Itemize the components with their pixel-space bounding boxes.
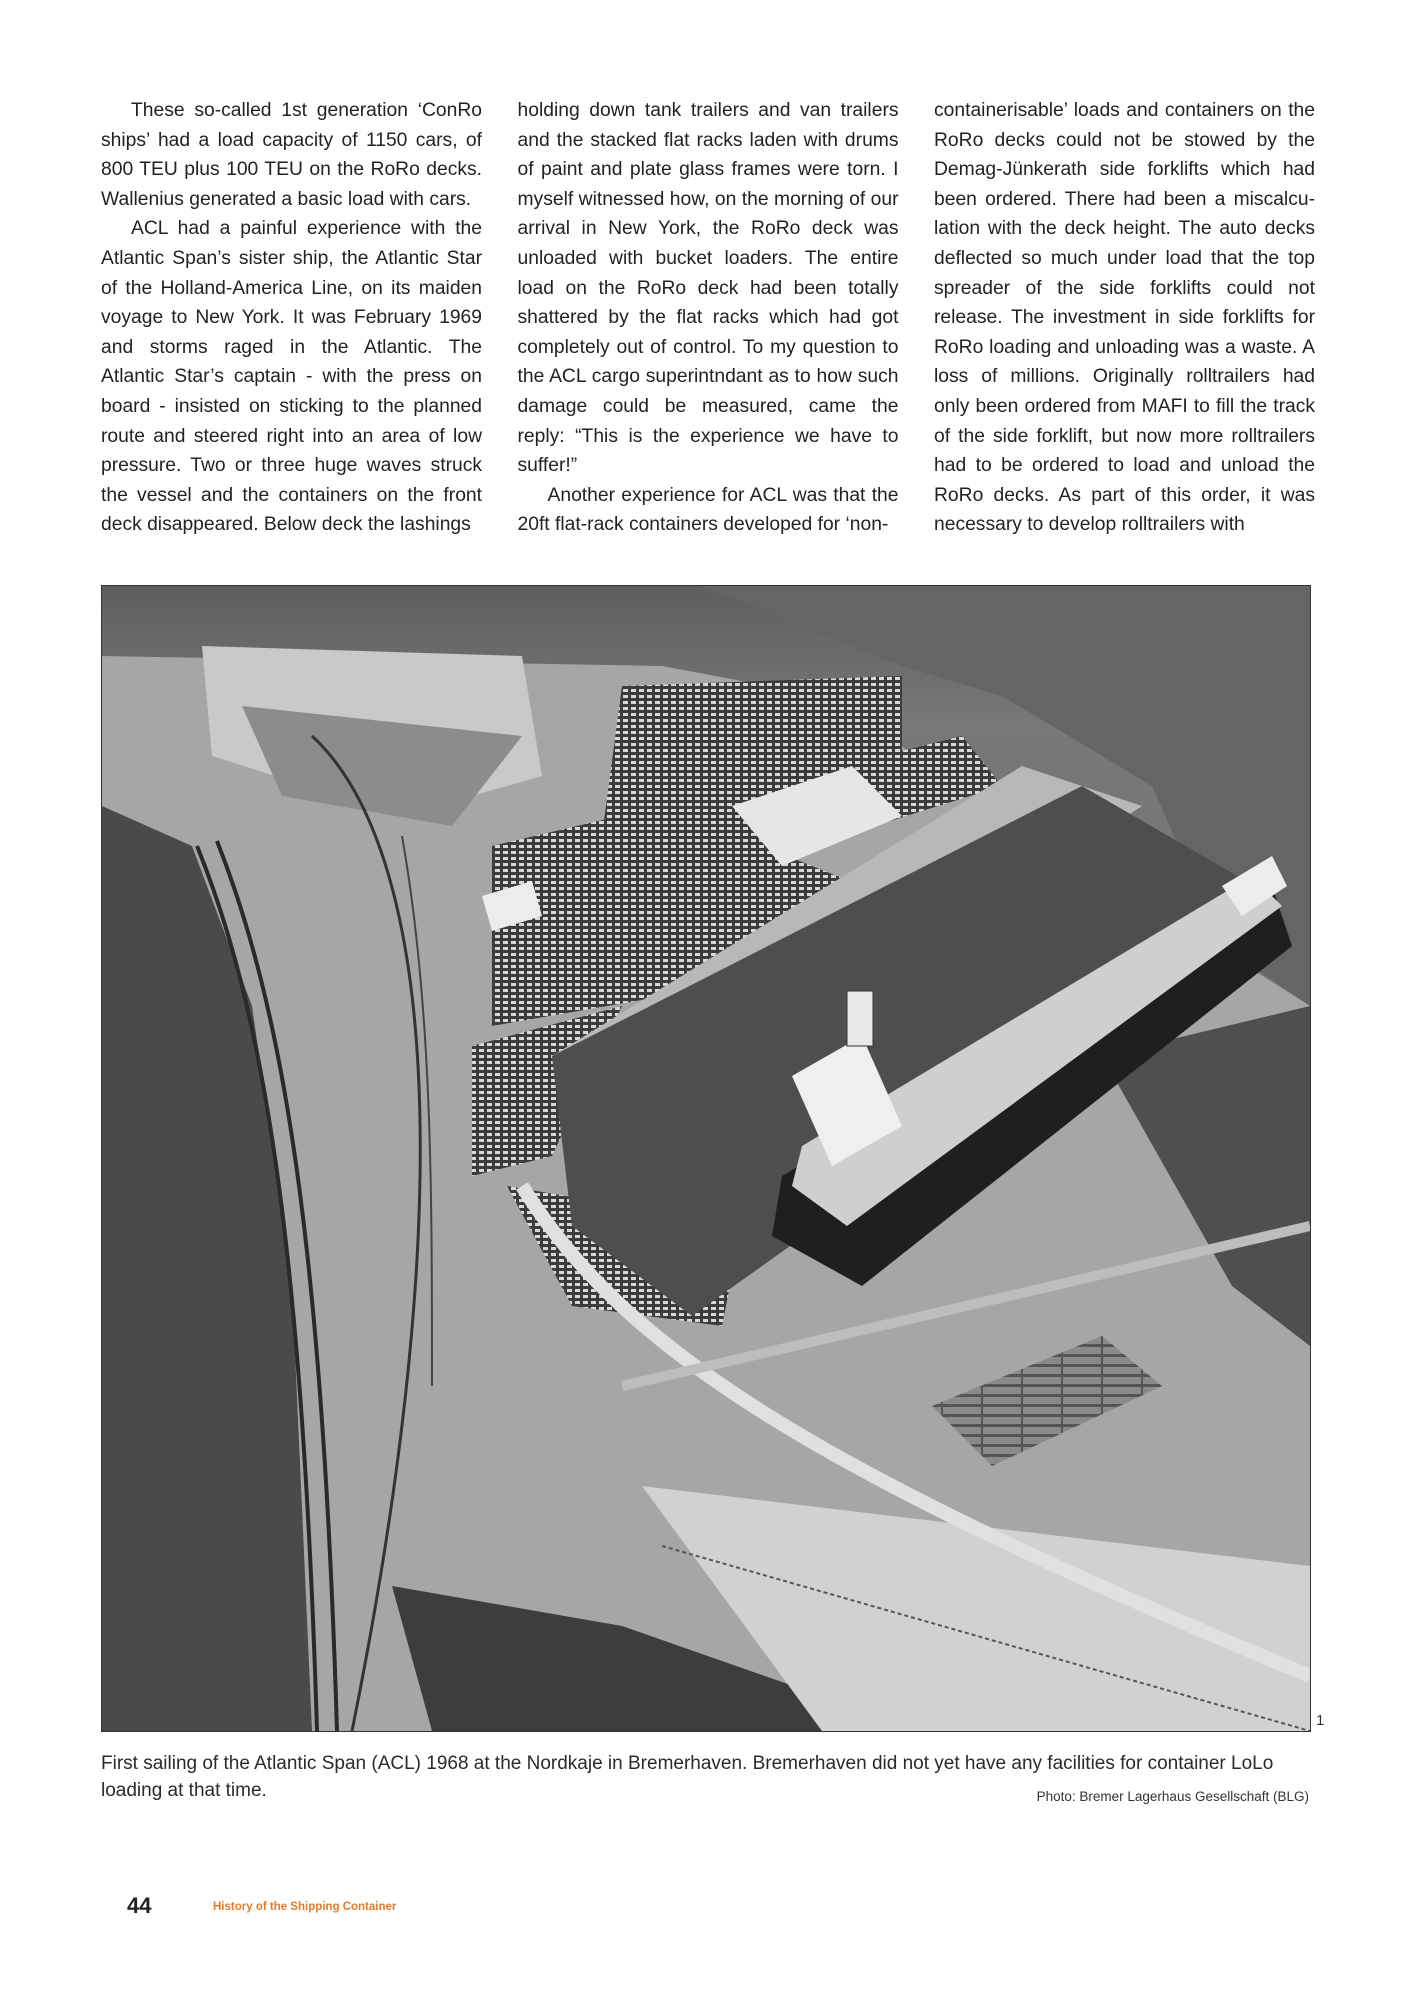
text-column-2 — [518, 96, 899, 541]
page-number: 44 — [127, 1893, 152, 1918]
aerial-port-photo — [101, 585, 1311, 1732]
text-column-1 — [101, 96, 482, 541]
text-columns — [101, 96, 1315, 541]
figure-caption: First sailing of the Atlantic Span (ACL) 1968 at the Nordkaje in Bremerhaven. Bremerhaven did not yet have any facilities for container LoLo loading at that time. — [101, 1753, 1274, 1801]
paragraph: ACL had a painful experience with the Atlantic Span’s sister ship, the Atlantic Star of the Holland-America Line, on its maiden voyage to New York. It was February 1969 and storms raged in the Atlantic. The Atlantic Star’s captain - with the press on board - insisted on sticking to the planned route and steered right into an area of low pressure. Two or three huge waves struck the vessel and the containers on the front deck disappeared. Below deck the lashings — [101, 218, 482, 536]
figure-number: 1 — [1316, 1712, 1325, 1729]
paragraph: These so-called 1st generation ‘ConRo ships’ had a load capacity of 1150 cars, of 800 TEU plus 100 TEU on the RoRo decks. Wallenius generated a basic load with cars. — [101, 100, 482, 210]
photo-credit: Photo: Bremer Lagerhaus Gesellschaft (BLG) — [1036, 1789, 1309, 1804]
paragraph: holding down tank trailers and van trailers and the stacked flat racks laden with drums of paint and plate glass frames were torn. I myself witnessed how, on the morning of our arrival in New York, the RoRo deck was unloaded with bucket loaders. The entire load on the RoRo deck had been totally shattered by the flat racks which had got completely out of control. To my question to the ACL cargo superintndant as to how such damage could be measured, came the reply: “This is the experience we have to suffer!” — [517, 100, 899, 477]
paragraph: Another experience for ACL was that the 20ft flat-rack containers developed for ‘non- — [517, 484, 899, 536]
paragraph: containerisable’ loads and containers on the RoRo decks could not be stowed by the Demag-Jünkerath side forklifts which had been ordered. There had been a miscalculation with the deck height. The auto decks deflected so much under load that the top spreader of the side forklifts could not release. The investment in side forklifts for RoRo loading and unloading was a waste. A loss of millions. Originally rolltrailers had only been ordered from MAFI to fill the track of the side forklift, but now more rolltrailers had to be ordered to load and unload the RoRo decks. As part of this order, it was necessary to develop rolltrailers with — [934, 100, 1315, 536]
running-title: History of the Shipping Container — [213, 1901, 397, 1913]
text-column-3 — [934, 96, 1315, 541]
